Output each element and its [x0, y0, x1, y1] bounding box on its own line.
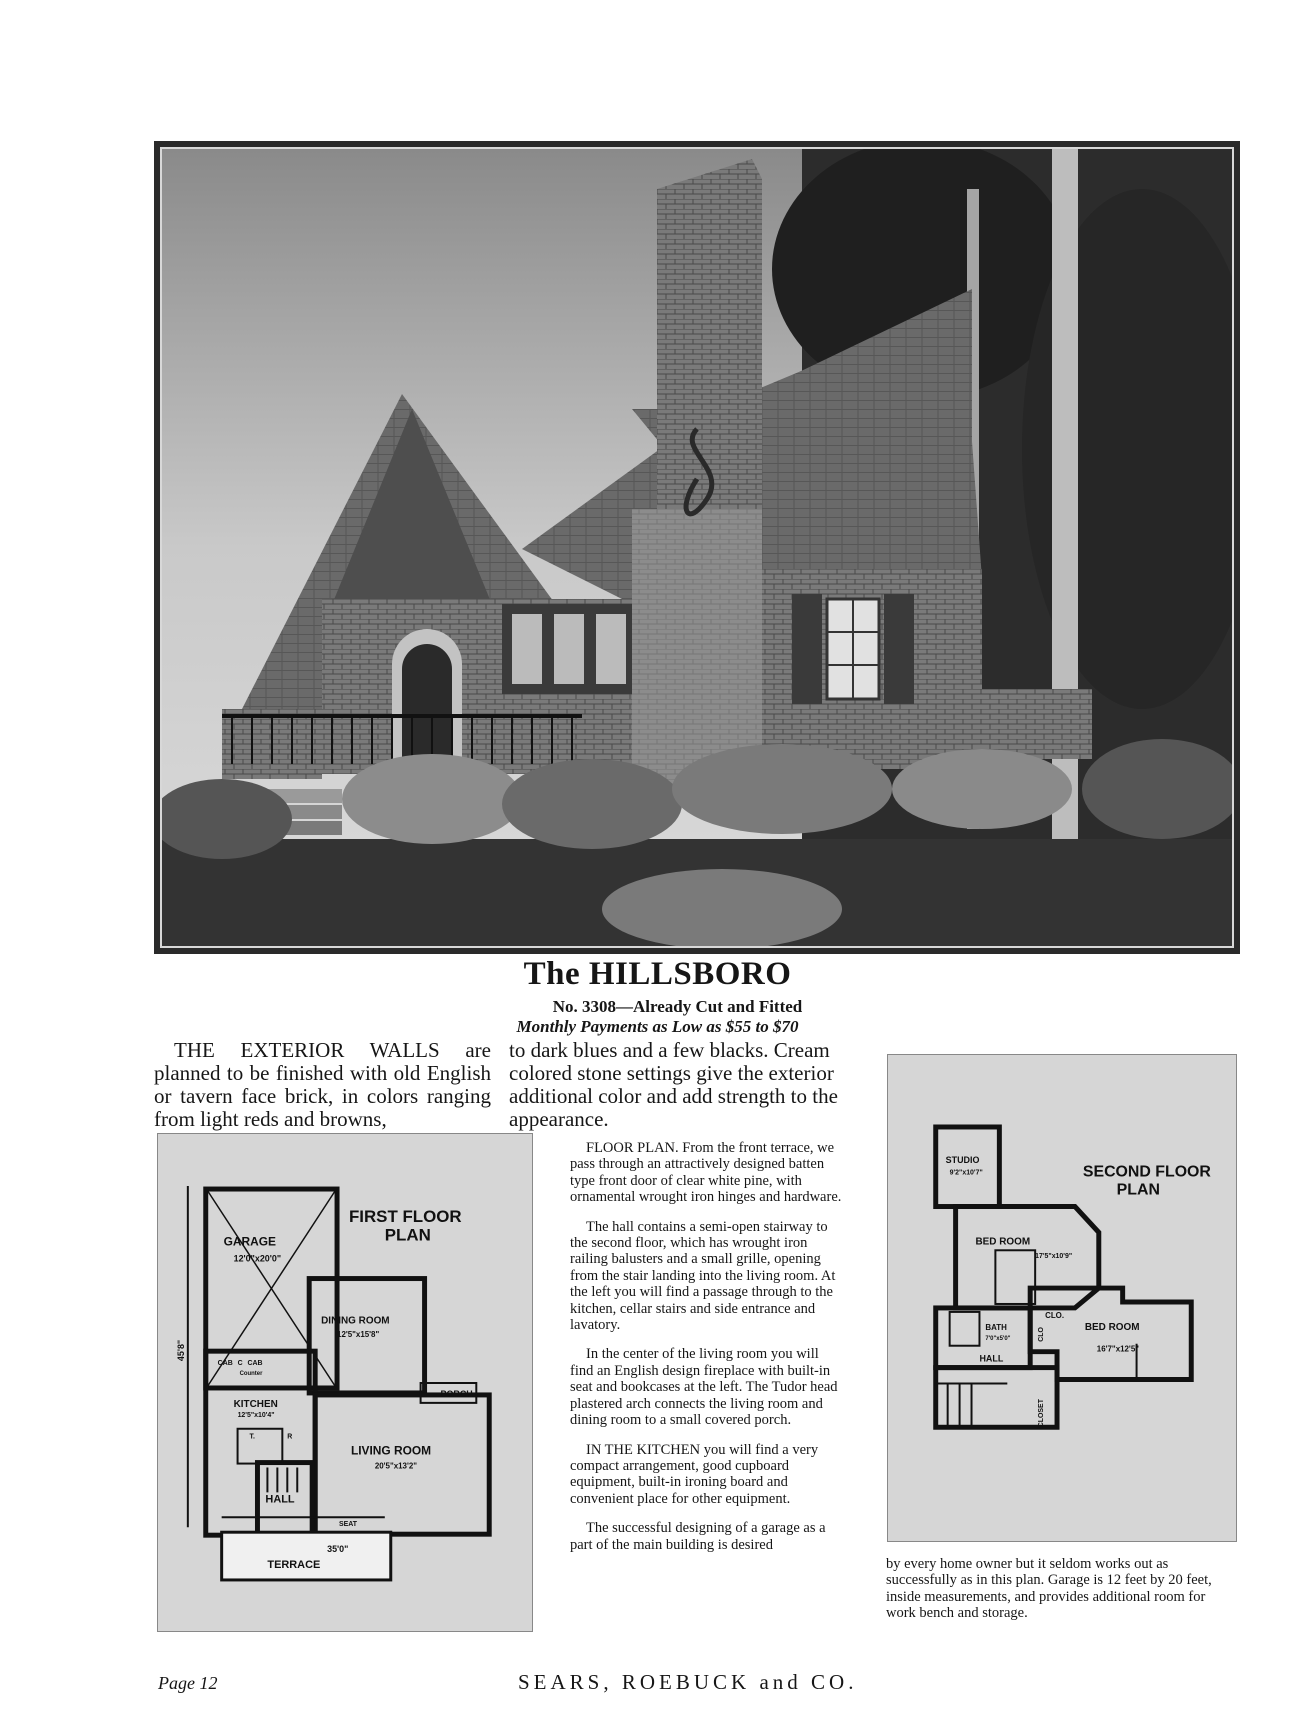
living-room-label: LIVING ROOM — [350, 1443, 432, 1458]
house-title: The HILLSBORO — [523, 956, 792, 992]
depth-dimension: 45'8" — [175, 1339, 186, 1362]
publisher-name: SEARS, ROEBUCK and CO. — [518, 1670, 858, 1694]
plan2-title-line2: PLAN — [1116, 1181, 1160, 1199]
kitchen-t-label: T. — [249, 1433, 255, 1441]
studio-size: 9'2"x10'7" — [949, 1169, 983, 1177]
first-floor-plan — [157, 1133, 533, 1632]
bath-size: 7'0"x5'0" — [985, 1335, 1011, 1342]
bedroom-1-size: 17'5"x10'9" — [1035, 1253, 1073, 1261]
counter-label: Counter — [239, 1371, 263, 1378]
dining-room-label: DINING ROOM — [321, 1315, 390, 1327]
plan2-title-line1: SECOND FLOOR — [1082, 1163, 1211, 1181]
plan1-title-line2: PLAN — [384, 1225, 431, 1245]
garage-continuation-text: by every home owner but it seldom works out as successfully as in this plan. Garage is 12 feet by 20 feet, inside measurements, and provides additional room for work bench and storage. — [886, 1556, 1212, 1622]
model-number-line: No. 3308—Already Cut and Fitted — [552, 997, 803, 1016]
paragraph-hall: The hall contains a semi-open stairway to the second floor, which has wrought iron railing balusters and a small grille, opening from the stair landing into the living room. At the left you will find a passage through to the kitchen, cellar stairs and side entrance and lavatory. — [570, 1218, 836, 1334]
paragraph-floor-plan: FLOOR PLAN. From the front terrace, we pass through an attractively designed batten type front door of clear white pine, with ornamental wrought iron hinges and hardware. — [570, 1140, 842, 1206]
dining-room-size: 12'5"x15'8" — [337, 1330, 380, 1340]
second-floor-plan — [887, 1054, 1237, 1542]
hall-label: HALL — [265, 1493, 295, 1506]
garage-size: 12'0"x20'0" — [233, 1253, 282, 1264]
house-illustration — [162, 149, 1232, 946]
kitchen-label: KITCHEN — [233, 1398, 278, 1410]
intro-right-text: to dark blues and a few blacks. Cream colored stone settings give the exterior additional color and add strength to the appearance. — [509, 1038, 838, 1131]
upstairs-hall-label: HALL — [979, 1353, 1004, 1364]
bedroom-2-size: 16'7"x12'5" — [1096, 1344, 1140, 1354]
description-column — [570, 1140, 845, 1566]
terrace-label: TERRACE — [267, 1559, 321, 1572]
house-photo — [160, 147, 1234, 948]
house-photo-frame — [154, 141, 1240, 954]
width-dimension: 35'0" — [327, 1544, 349, 1555]
cab-label-2: CAB — [247, 1360, 263, 1368]
kitchen-r-label: R — [287, 1433, 293, 1441]
paragraph-kitchen: IN THE KITCHEN you will find a very compact arrangement, good cupboard equipment, built-in ironing board and convenient place for other equipment. — [570, 1441, 819, 1507]
bedroom-1-label: BED ROOM — [975, 1236, 1031, 1248]
cab-label-c: C — [237, 1360, 243, 1368]
cab-label-1: CAB — [217, 1360, 233, 1368]
closet-label-2: CLO — [1038, 1327, 1046, 1342]
paragraph-living-room: In the center of the living room you will find an English design fireplace with built-in seat and bookcases at the left. The Tudor head plastered arch connects the living room and dining room to a small covered porch. — [570, 1346, 838, 1429]
closet-label-3: CLOSET — [1038, 1399, 1046, 1428]
living-room-size: 20'5"x13'2" — [374, 1461, 418, 1471]
garage-label: GARAGE — [223, 1234, 276, 1249]
plan1-title-line1: FIRST FLOOR — [348, 1206, 462, 1226]
bedroom-2-label: BED ROOM — [1084, 1321, 1140, 1333]
bath-label: BATH — [985, 1322, 1007, 1332]
porch-label: PORCH — [440, 1388, 473, 1399]
monthly-payments-line: Monthly Payments as Low as $55 to $70 — [516, 1017, 799, 1036]
paragraph-garage: The successful designing of a garage as a part of the main building is desired — [570, 1520, 826, 1553]
kitchen-size: 12'5"x10'4" — [237, 1411, 275, 1419]
studio-label: STUDIO — [945, 1154, 980, 1165]
seat-label: SEAT — [339, 1521, 358, 1529]
intro-left-text: THE EXTERIOR WALLS are planned to be finished with old English or tavern face brick, in colors ranging from light reds and browns, — [154, 1038, 491, 1131]
page-number: Page 12 — [158, 1673, 218, 1693]
closet-label-1: CLO. — [1045, 1310, 1065, 1320]
